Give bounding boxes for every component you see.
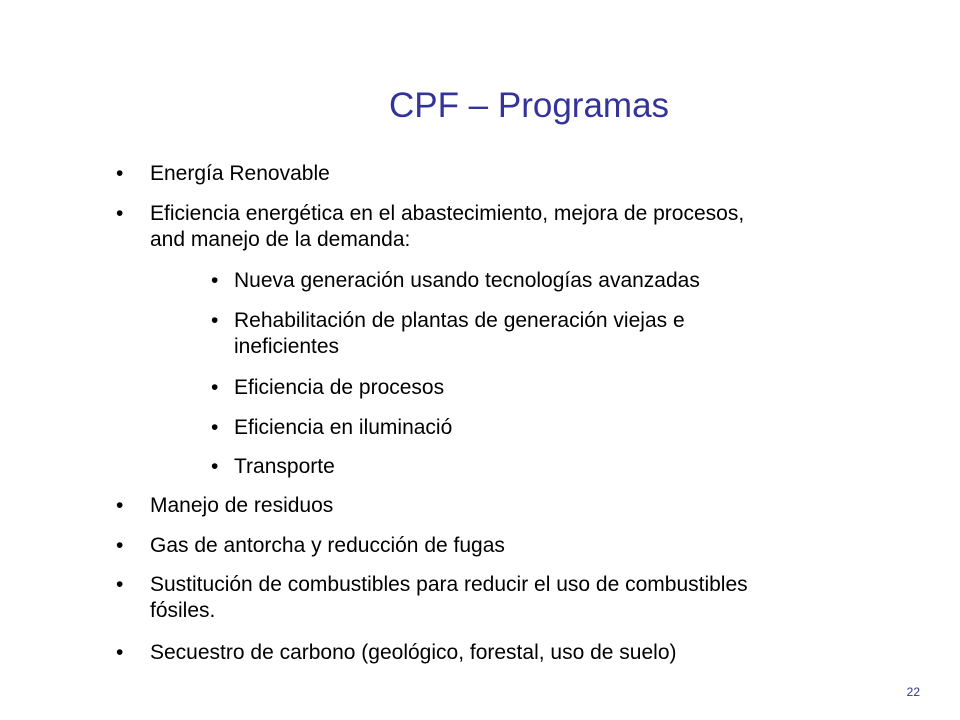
item-text-line: Energía Renovable <box>150 162 330 185</box>
item-text-line: Nueva generación usando tecnologías avanzadas <box>234 269 700 292</box>
item-text-line: Gas de antorcha y reducción de fugas <box>150 534 505 557</box>
item-text-line: Eficiencia en iluminació <box>234 416 453 439</box>
bullet-marker: • <box>211 309 219 332</box>
item-text-line: Secuestro de carbono (geológico, forestal, uso de suelo) <box>150 641 677 664</box>
item-text-line: Sustitución de combustibles para reducir el uso de combustibles <box>150 573 748 596</box>
list-item <box>116 533 505 559</box>
bullet-marker: • <box>116 494 124 517</box>
item-text-line: Manejo de residuos <box>150 494 334 517</box>
bullet-marker: • <box>116 573 124 596</box>
item-text-line: Eficiencia energética en el abastecimiento, mejora de procesos, <box>150 202 745 225</box>
list-item <box>116 640 677 666</box>
bullet-marker: • <box>211 455 219 478</box>
list-item <box>211 375 445 401</box>
item-text-line: Rehabilitación de plantas de generación viejas e <box>234 309 685 332</box>
bullet-marker: • <box>211 376 219 399</box>
list-item <box>116 161 330 187</box>
bullet-marker: • <box>116 641 124 664</box>
bullet-marker: • <box>116 162 124 185</box>
bullet-marker: • <box>211 416 219 439</box>
item-text-line: ineficientes <box>234 335 340 358</box>
list-item <box>211 454 335 480</box>
list-item <box>116 572 748 624</box>
list-item <box>211 268 700 294</box>
bullet-marker: • <box>211 269 219 292</box>
item-text-line: and manejo de la demanda: <box>150 228 411 251</box>
list-item <box>116 201 745 253</box>
item-text-line: fósiles. <box>150 599 216 622</box>
bullet-marker: • <box>116 534 124 557</box>
slide-title: CPF – Programas <box>388 86 670 125</box>
item-text-line: Transporte <box>234 455 335 478</box>
page-number: 22 <box>906 685 920 699</box>
list-item <box>211 415 453 441</box>
list-item <box>211 308 685 360</box>
bullet-marker: • <box>116 202 124 225</box>
list-item <box>116 493 334 519</box>
item-text-line: Eficiencia de procesos <box>234 376 445 399</box>
